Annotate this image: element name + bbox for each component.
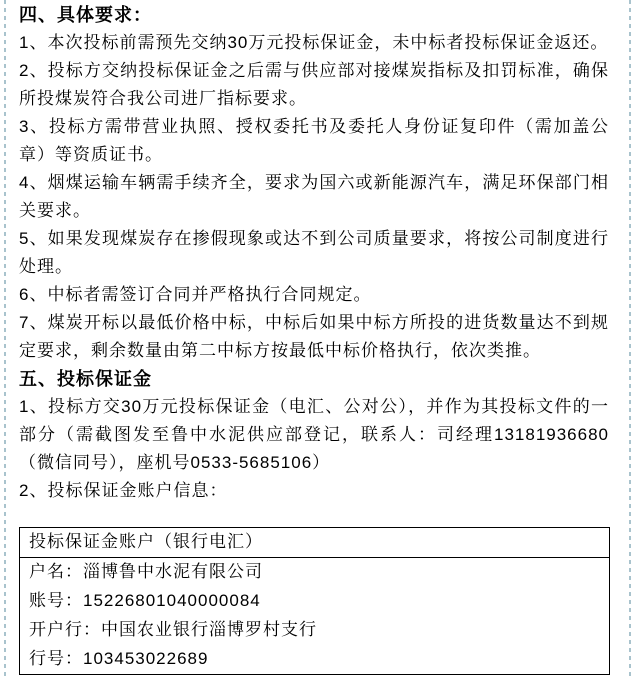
deposit-item-2: 2、投标保证金账户信息： — [19, 481, 228, 500]
requirement-item-3: 3、投标方需带营业执照、授权委托书及委托人身份证复印件（需加盖公章）等资质证书。 — [19, 117, 609, 164]
deposit-account-table — [19, 527, 610, 675]
bank-name-value: 中国农业银行淄博罗村支行 — [101, 620, 317, 639]
requirement-item-5: 5、如果发现煤炭存在掺假现象或达不到公司质量要求，将按公司制度进行处理。 — [19, 229, 609, 276]
table-row-bank-code — [20, 645, 610, 675]
requirement-item-7: 7、煤炭开标以最低价格中标，中标后如果中标方所投的进货数量达不到规定要求，剩余数量由第二中标方按最低中标价格执行，依次类推。 — [19, 313, 609, 360]
bank-code-label: 行号： — [29, 649, 83, 668]
table-row-account-number — [20, 587, 610, 616]
table-row-account-name — [20, 558, 610, 588]
requirement-item-4: 4、烟煤运输车辆需手续齐全，要求为国六或新能源汽车，满足环保部门相关要求。 — [19, 173, 609, 220]
table-row-bank-name — [20, 616, 610, 645]
section-4-heading: 四、具体要求： — [19, 5, 152, 25]
requirement-item-2: 2、投标方交纳投标保证金之后需与供应部对接煤炭指标及扣罚标准，确保所投煤炭符合我公司进厂指标要求。 — [19, 61, 609, 108]
account-number-value: 15226801040000084 — [83, 591, 261, 610]
page-left-dashed-border — [4, 0, 6, 677]
bank-code-value: 103453022689 — [83, 649, 209, 668]
document-body — [19, 1, 609, 675]
account-name-label: 户名： — [29, 562, 83, 581]
section-5-heading: 五、投标保证金 — [19, 369, 152, 389]
table-header-cell: 投标保证金账户（银行电汇） — [20, 528, 610, 558]
requirement-item-6: 6、中标者需签订合同并严格执行合同规定。 — [19, 285, 372, 304]
requirement-item-1: 1、本次投标前需预先交纳30万元投标保证金，未中标者投标保证金返还。 — [19, 33, 609, 52]
table-header-row — [20, 528, 610, 558]
bank-name-label: 开户行： — [29, 620, 101, 639]
account-number-label: 账号： — [29, 591, 83, 610]
deposit-item-1: 1、投标方交30万元投标保证金（电汇、公对公），并作为其投标文件的一部分（需截图发至鲁中水泥供应部登记，联系人：司经理13181936680（微信同号），座机号0533-5685106） — [19, 397, 609, 472]
page-right-dashed-border — [629, 0, 631, 677]
account-name-value: 淄博鲁中水泥有限公司 — [83, 562, 263, 581]
